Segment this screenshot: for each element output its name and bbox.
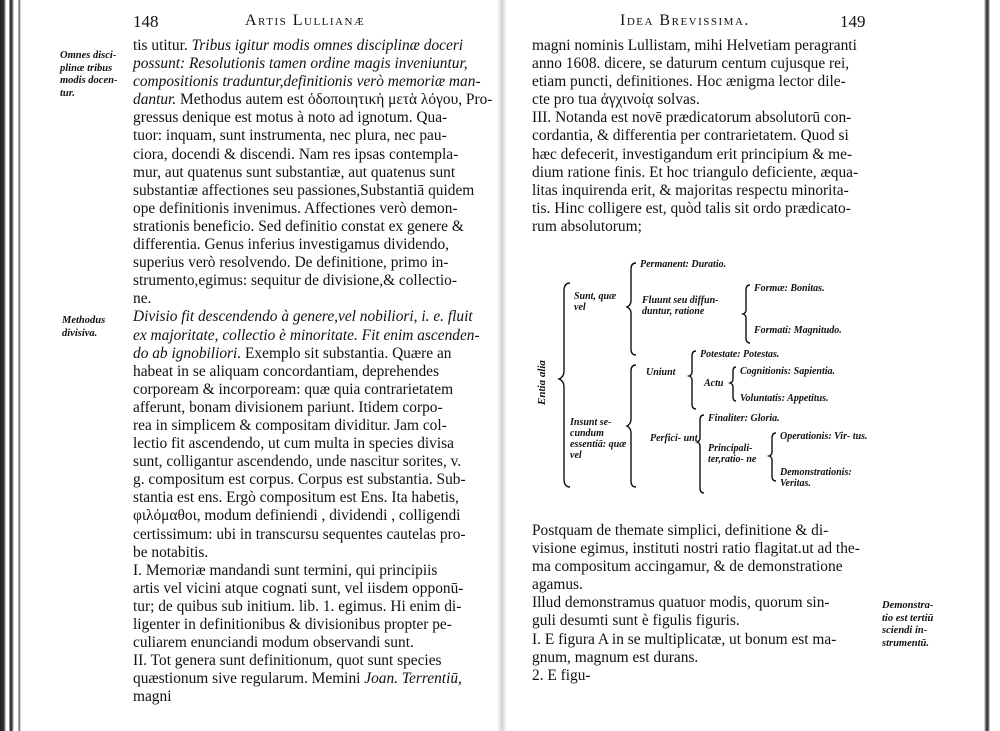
text-line — [133, 127, 492, 145]
roman-text: gressus denique est motus à noto ad ignotum. Qua- — [133, 109, 448, 127]
text-line — [532, 73, 858, 91]
text-line — [133, 363, 492, 381]
roman-text: lectio fit ascendendo, ut cum multa in species divisa — [133, 435, 454, 453]
roman-text: ligenter in definitionibus & divisionibus propter pe- — [133, 616, 452, 633]
left-running-head: Artis Lullianæ — [245, 12, 366, 29]
diagram-finaliter: Finaliter: Gloria. — [708, 413, 780, 424]
right-page-body-top — [532, 37, 858, 236]
text-line — [532, 631, 860, 649]
roman-text: cte pro tua ἀγχινοίᾳ solvas. — [532, 91, 700, 109]
text-line — [532, 37, 858, 55]
text-line — [532, 91, 858, 109]
roman-text: ciora, docendi & discendi. Nam res ipsas contempla- — [133, 145, 459, 163]
italic-text: Divisio fit descendendo à genere,vel nobiliori, i. e. fluit — [133, 308, 473, 326]
left-page-number: 148 — [133, 12, 159, 31]
roman-text: quæstionum sive regularum. Memini — [133, 670, 365, 688]
diagram-permanent: Permanent: Duratio. — [640, 259, 727, 270]
text-line — [133, 507, 492, 525]
text-line — [133, 580, 492, 598]
text-line — [133, 562, 492, 580]
page-edge-left — [0, 0, 30, 731]
diagram-fluunt: Fluunt seu diffun- duntur, ratione — [642, 295, 719, 317]
text-line — [532, 218, 858, 236]
text-line — [532, 200, 858, 218]
diagram-principaliter: Principali- ter,ratio- ne — [708, 443, 757, 465]
text-line — [133, 290, 492, 308]
roman-text: φιλόμαθοι, modum definiendi , dividendi , colligendi — [133, 507, 461, 525]
text-line — [133, 345, 492, 363]
right-page-number: 149 — [840, 12, 866, 31]
roman-text: ope definitionis invenimus. Affectiones verò demon- — [133, 199, 458, 217]
roman-text: litas inquirenda erit, & majoritas respectu minorita- — [532, 181, 849, 199]
roman-text: tur; de quibus sub initium. lib. 1. egimus. Hi enim di- — [133, 597, 462, 615]
text-line — [133, 308, 492, 326]
roman-text: Postquam de themate simplici, definitione & di- — [532, 522, 829, 539]
page-edge-right — [978, 0, 1000, 731]
roman-text: tis. Hinc colligere est, quòd talis sit ordo prædicato- — [532, 199, 851, 217]
text-line — [133, 598, 492, 616]
roman-text: Illud demonstramus quatuor modis, quorum sin- — [532, 594, 830, 612]
italic-text: Joan. Terrentiū, — [364, 670, 462, 688]
roman-text: anno 1608. dicere, se daturum centum cujusque rei, — [532, 55, 850, 73]
roman-text: mur, aut quatenus sunt substantiæ, aut quatenus sunt — [133, 163, 456, 181]
text-line — [532, 182, 858, 200]
roman-text: g. compositum est corpus. Corpus est substantia. Sub- — [133, 471, 466, 489]
text-line — [532, 127, 858, 145]
italic-text: dantur. — [133, 91, 177, 109]
text-line — [133, 399, 492, 417]
right-running-head: Idea Brevissima. — [620, 12, 750, 29]
diagram-cognitionis: Cognitionis: Sapientia. — [740, 366, 836, 377]
roman-text: dium ratione finis. Et hoc triangulo deficiente, æqua- — [532, 163, 859, 181]
diagram-formae: Formæ: Bonitas. — [754, 283, 825, 294]
roman-text: II. Tot genera sunt definitionum, quot sunt species — [133, 652, 442, 670]
roman-text: strumento,egimus: sequitur de divisione,& collectio- — [133, 272, 457, 290]
diagram-insunt: Insunt se- cundum essentiā: quæ vel — [570, 417, 627, 461]
text-line — [532, 109, 858, 127]
roman-text: magni nominis Lullistam, mihi Helvetiam peragranti — [532, 37, 857, 54]
roman-text: III. Notanda est novē prædicatorum absolutorū con- — [532, 109, 852, 127]
roman-text: hæc defecerit, investigandum erit principium & me- — [532, 145, 853, 163]
text-line — [133, 236, 492, 254]
text-line — [133, 55, 492, 73]
text-line — [133, 327, 492, 345]
text-line — [133, 526, 492, 544]
roman-text: afferunt, bonam divisionem pariunt. Itidem corpo- — [133, 398, 443, 416]
text-line — [532, 594, 860, 612]
roman-text: Methodus autem est ὁδοποιητικὴ μετὰ λόγου, Pro- — [176, 91, 493, 109]
diagram-perficiunt: Perfici- unt — [650, 433, 698, 444]
roman-text: substantiæ affectiones seu passiones,Substantiā quidem — [133, 181, 475, 199]
predicates-tree-diagram — [528, 255, 883, 510]
diagram-sunt: Sunt, quæ vel — [574, 291, 617, 313]
roman-text: differentia. Genus inferius investigamus dividendo, — [133, 236, 450, 254]
text-line — [133, 254, 492, 272]
text-line — [133, 652, 492, 670]
right-page-body-bottom — [532, 522, 860, 685]
roman-text: sunt, colligantur ascendendo, unde nascitur sorites, v. — [133, 453, 462, 471]
text-line — [133, 688, 492, 706]
roman-text: superius verò resolvendo. De definitione, primo in- — [133, 254, 449, 272]
text-line — [133, 417, 492, 435]
text-line — [133, 164, 492, 182]
diagram-voluntatis: Voluntatis: Appetitus. — [740, 393, 829, 404]
text-line — [133, 471, 492, 489]
roman-text: tis utitur. — [133, 37, 192, 54]
text-line — [133, 489, 492, 507]
text-line — [133, 634, 492, 652]
left-page-body — [133, 37, 492, 706]
roman-text: cordantia, & differentia per contrarietatem. Quod si — [532, 127, 849, 145]
diagram-operationis: Operationis: Vir- tus. — [780, 431, 868, 442]
roman-text: strationis beneficio. Sed definitio constat ex genere & — [133, 217, 464, 235]
text-line — [133, 453, 492, 471]
roman-text: stantia est ens. Ergò compositum est Ens. Ita habetis, — [133, 489, 459, 507]
roman-text: artis vel vicini atque cognati sunt, vel iisdem opponū- — [133, 579, 464, 597]
text-line — [532, 576, 860, 594]
italic-text: do ab ignobiliori. — [133, 344, 242, 362]
italic-text: compositionis traduntur,definitionis verò memoriæ man- — [133, 73, 481, 91]
text-line — [133, 146, 492, 164]
roman-text: magni — [133, 688, 172, 706]
text-line — [133, 381, 492, 399]
text-line — [133, 73, 492, 91]
roman-text: etiam puncti, definitiones. Hoc ænigma lector dile- — [532, 73, 846, 91]
text-line — [133, 91, 492, 109]
text-line — [532, 667, 860, 685]
text-line — [532, 146, 858, 164]
diagram-root-label: Entia alia — [536, 360, 548, 405]
italic-text: possunt: Resolutionis tamen ordine magis inveniuntur, — [133, 55, 468, 73]
book-gutter — [497, 0, 507, 731]
text-line — [532, 558, 860, 576]
text-line — [133, 37, 492, 55]
diagram-formati: Formati: Magnitudo. — [754, 325, 842, 336]
text-line — [532, 55, 858, 73]
text-line — [133, 272, 492, 290]
text-line — [133, 616, 492, 634]
roman-text: Exemplo sit substantia. Quære an — [241, 344, 452, 362]
roman-text: be notabitis. — [133, 543, 209, 561]
roman-text: guli desumti sunt è figulis figuris. — [532, 612, 740, 630]
text-line — [133, 182, 492, 200]
roman-text: agamus. — [532, 576, 583, 594]
text-line — [532, 612, 860, 630]
diagram-actu: Actu — [704, 378, 724, 389]
roman-text: rum absolutorum; — [532, 217, 642, 235]
roman-text: gnum, magnum est durans. — [532, 648, 699, 666]
left-margin-note-2: Methodus divisiva. — [62, 315, 106, 339]
text-line — [532, 522, 860, 540]
roman-text: tuor: inquam, sunt instrumenta, nec plura, nec pau- — [133, 127, 447, 145]
left-margin-note-1: Omnes disci- plinæ tribus modis docen- tur. — [60, 50, 118, 99]
roman-text: I. E figura A in se multiplicatæ, ut bonum est ma- — [532, 630, 837, 648]
roman-text: I. Memoriæ mandandi sunt termini, qui principiis — [133, 561, 438, 579]
text-line — [133, 435, 492, 453]
text-line — [133, 544, 492, 562]
italic-text: ex majoritate, collectio è minoritate. Fit enim ascenden- — [133, 326, 480, 344]
roman-text: culiarem enunciandi modum observandi sunt. — [133, 634, 414, 652]
right-margin-note-1: Demonstra- tio est tertiū sciendi in- strumentū. — [882, 600, 934, 649]
diagram-uniunt: Uniunt — [646, 367, 676, 378]
diagram-potestate: Potestate: Potestas. — [700, 349, 780, 360]
roman-text: ma compositum accingamur, & de demonstratione — [532, 558, 843, 576]
text-line — [133, 109, 492, 127]
roman-text: habeat in se aliquam concordantiam, deprehendes — [133, 362, 439, 380]
roman-text: visione egimus, instituti nostri ratio flagitat.ut ad the- — [532, 540, 860, 558]
text-line — [532, 540, 860, 558]
roman-text: rea in simplicem & compositam dividitur. Jam col- — [133, 416, 447, 434]
text-line — [133, 200, 492, 218]
roman-text: ne. — [133, 290, 152, 308]
text-line — [133, 670, 492, 688]
text-line — [532, 649, 860, 667]
roman-text: corpoream & incorpoream: quæ quia contrarietatem — [133, 380, 454, 398]
roman-text: certissimum: ubi in transcursu sequentes cautelas pro- — [133, 525, 466, 543]
text-line — [133, 218, 492, 236]
italic-text: Tribus igitur modis omnes disciplinæ doceri — [191, 37, 464, 54]
roman-text: 2. E figu- — [532, 666, 591, 684]
text-line — [532, 164, 858, 182]
diagram-demonstrationis: Demonstrationis: Veritas. — [780, 467, 852, 489]
